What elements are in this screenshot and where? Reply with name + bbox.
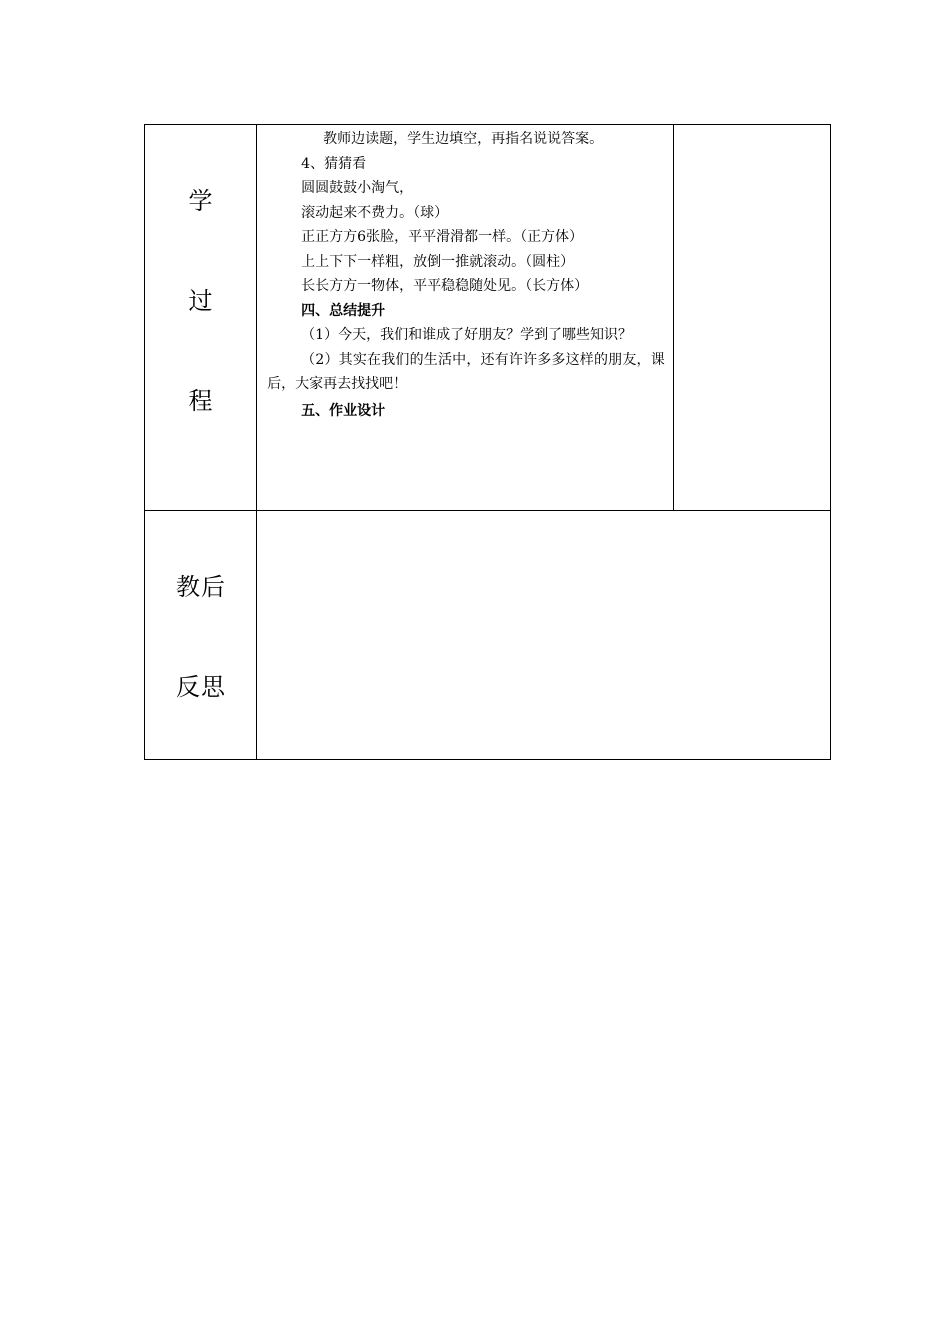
process-label-char-3: 程 [188,387,214,415]
lesson-plan-table [144,124,831,760]
content-paragraph: （2）其实在我们的生活中，还有许许多多这样的朋友，课后，大家再去找找吧！ [267,351,665,392]
process-label-cell [145,125,257,511]
section-heading: 五、作业设计 [301,402,386,419]
teaching-process-row [145,125,831,511]
content-line: 长长方方一物体，平平稳稳随处见。（长方体） [301,278,589,294]
content-line: 正正方方6张脸，平平滑滑都一样。（正方体） [301,229,584,245]
notes-cell [673,125,830,511]
reflection-row [145,510,831,759]
reflection-label-cell [145,510,257,759]
content-line: 教师边读题，学生边填空，再指名说说答案。 [323,131,604,147]
process-content-cell [257,125,674,511]
content-line: 滚动起来不费力。（球） [301,204,449,221]
content-line: 4、猜猜看 [301,155,367,172]
reflection-label-line-2: 反思 [176,672,226,701]
content-paragraph: （1）今天，我们和谁成了好朋友？学到了哪些知识？ [301,327,633,343]
section-heading: 四、总结提升 [301,302,386,319]
process-label-char-1: 学 [188,187,214,215]
content-line: 圆圆鼓鼓小淘气， [301,180,414,196]
process-label-char-2: 过 [188,287,214,315]
reflection-label-line-1: 教后 [176,572,226,601]
content-line: 上上下下一样粗，放倒一推就滚动。（圆柱） [301,253,575,270]
reflection-content-cell [257,510,831,759]
